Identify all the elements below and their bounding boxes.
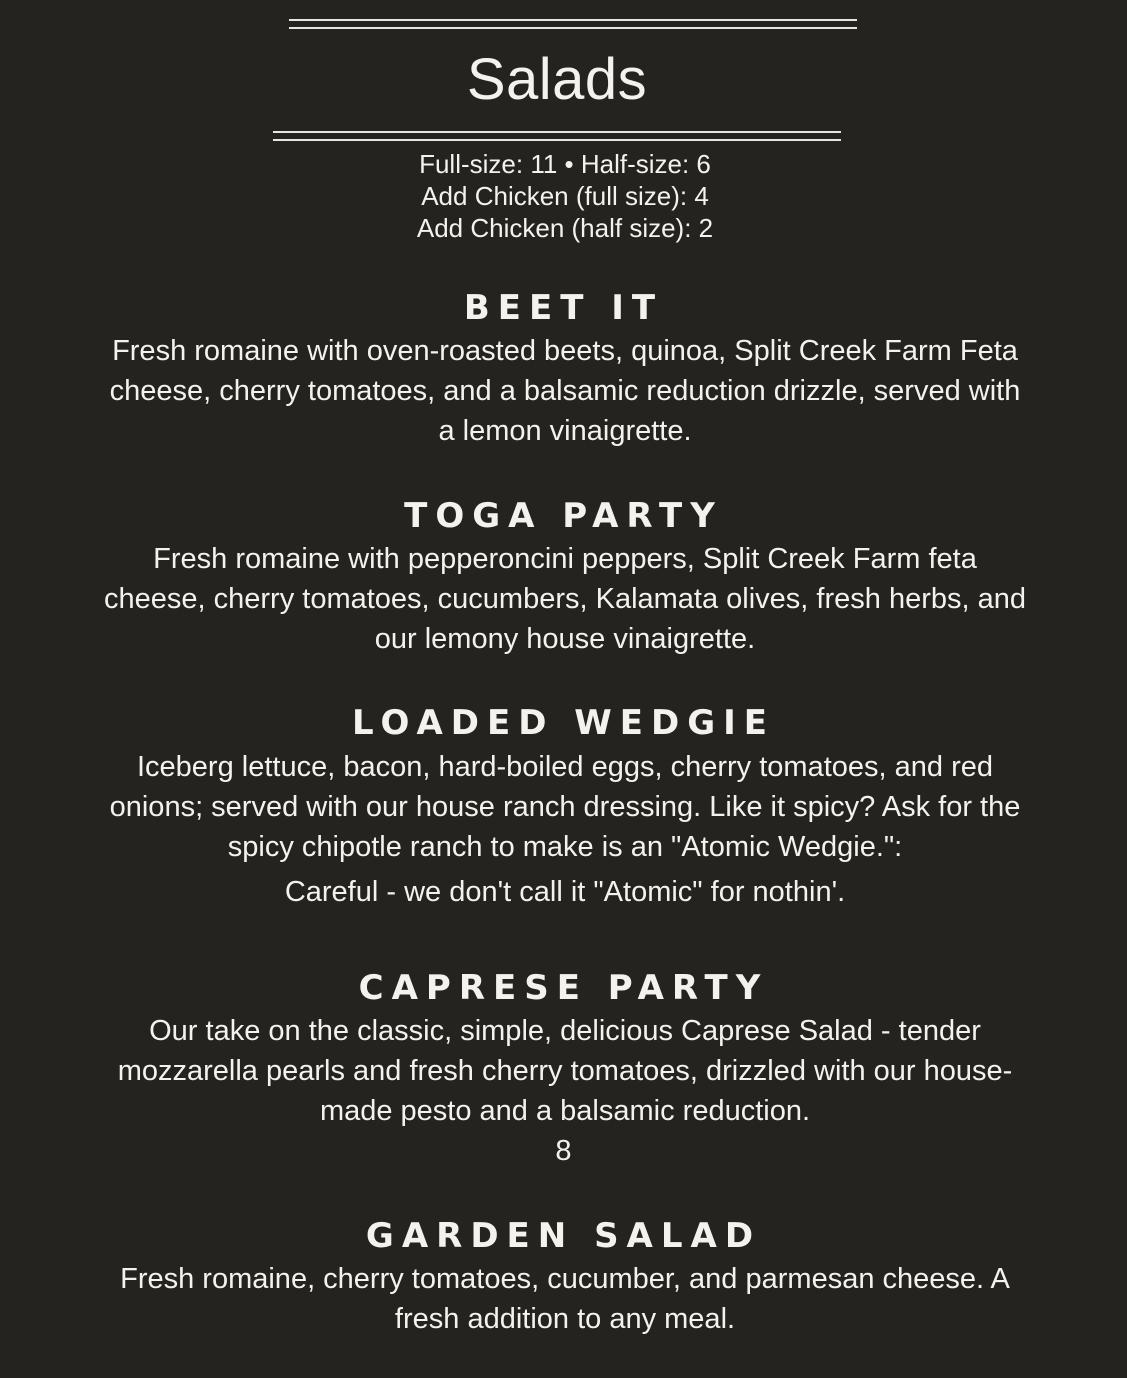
menu-item-price: 8: [555, 1135, 572, 1167]
menu-item-note: Careful - we don't call it "Atomic" for nothin'.: [284, 876, 846, 908]
section-title: Salads: [466, 47, 648, 112]
menu-item-description: Our take on the classic, simple, delicious Caprese Salad - tender mozzarella pearls and fresh cherry tomatoes, drizzled with our house-made pesto and a balsamic reduction.: [117, 1015, 1013, 1127]
title-bottom-rule-inner: [273, 139, 841, 141]
pricing-line: Add Chicken (full size): 4: [421, 181, 709, 211]
pricing-info: [0, 148, 1127, 244]
menu-item-description: Fresh romaine, cherry tomatoes, cucumber, and parmesan cheese. A fresh addition to any meal.: [120, 1263, 1010, 1335]
menu-item-name: LOADED WEDGIE: [352, 703, 775, 743]
pricing-line: Add Chicken (half size): 2: [416, 213, 714, 243]
title-bottom-rule: [273, 131, 841, 133]
menu-item-description: Iceberg lettuce, bacon, hard-boiled eggs, cherry tomatoes, and red onions; served with our house ranch dressing. Like it spicy? Ask for the spicy chipotle ranch to make is an "Atomic Wedgie.":: [109, 751, 1021, 863]
menu-item-description: Fresh romaine with pepperoncini peppers, Split Creek Farm feta cheese, cherry tomatoes, cucumbers, Kalamata olives, fresh herbs, and our lemony house vinaigrette.: [104, 543, 1026, 655]
pricing-line: Full-size: 11 • Half-size: 6: [419, 149, 711, 179]
menu-item-name: BEET IT: [463, 288, 664, 328]
menu-item-name: TOGA PARTY: [404, 496, 723, 536]
title-top-rule: [289, 19, 857, 21]
title-top-rule-inner: [289, 27, 857, 29]
menu-item-description: Fresh romaine with oven-roasted beets, quinoa, Split Creek Farm Feta cheese, cherry tomatoes, and a balsamic reduction drizzle, served with a lemon vinaigrette.: [109, 335, 1021, 447]
menu-item-name: CAPRESE PARTY: [358, 968, 769, 1008]
menu-item-name: GARDEN SALAD: [365, 1216, 762, 1256]
